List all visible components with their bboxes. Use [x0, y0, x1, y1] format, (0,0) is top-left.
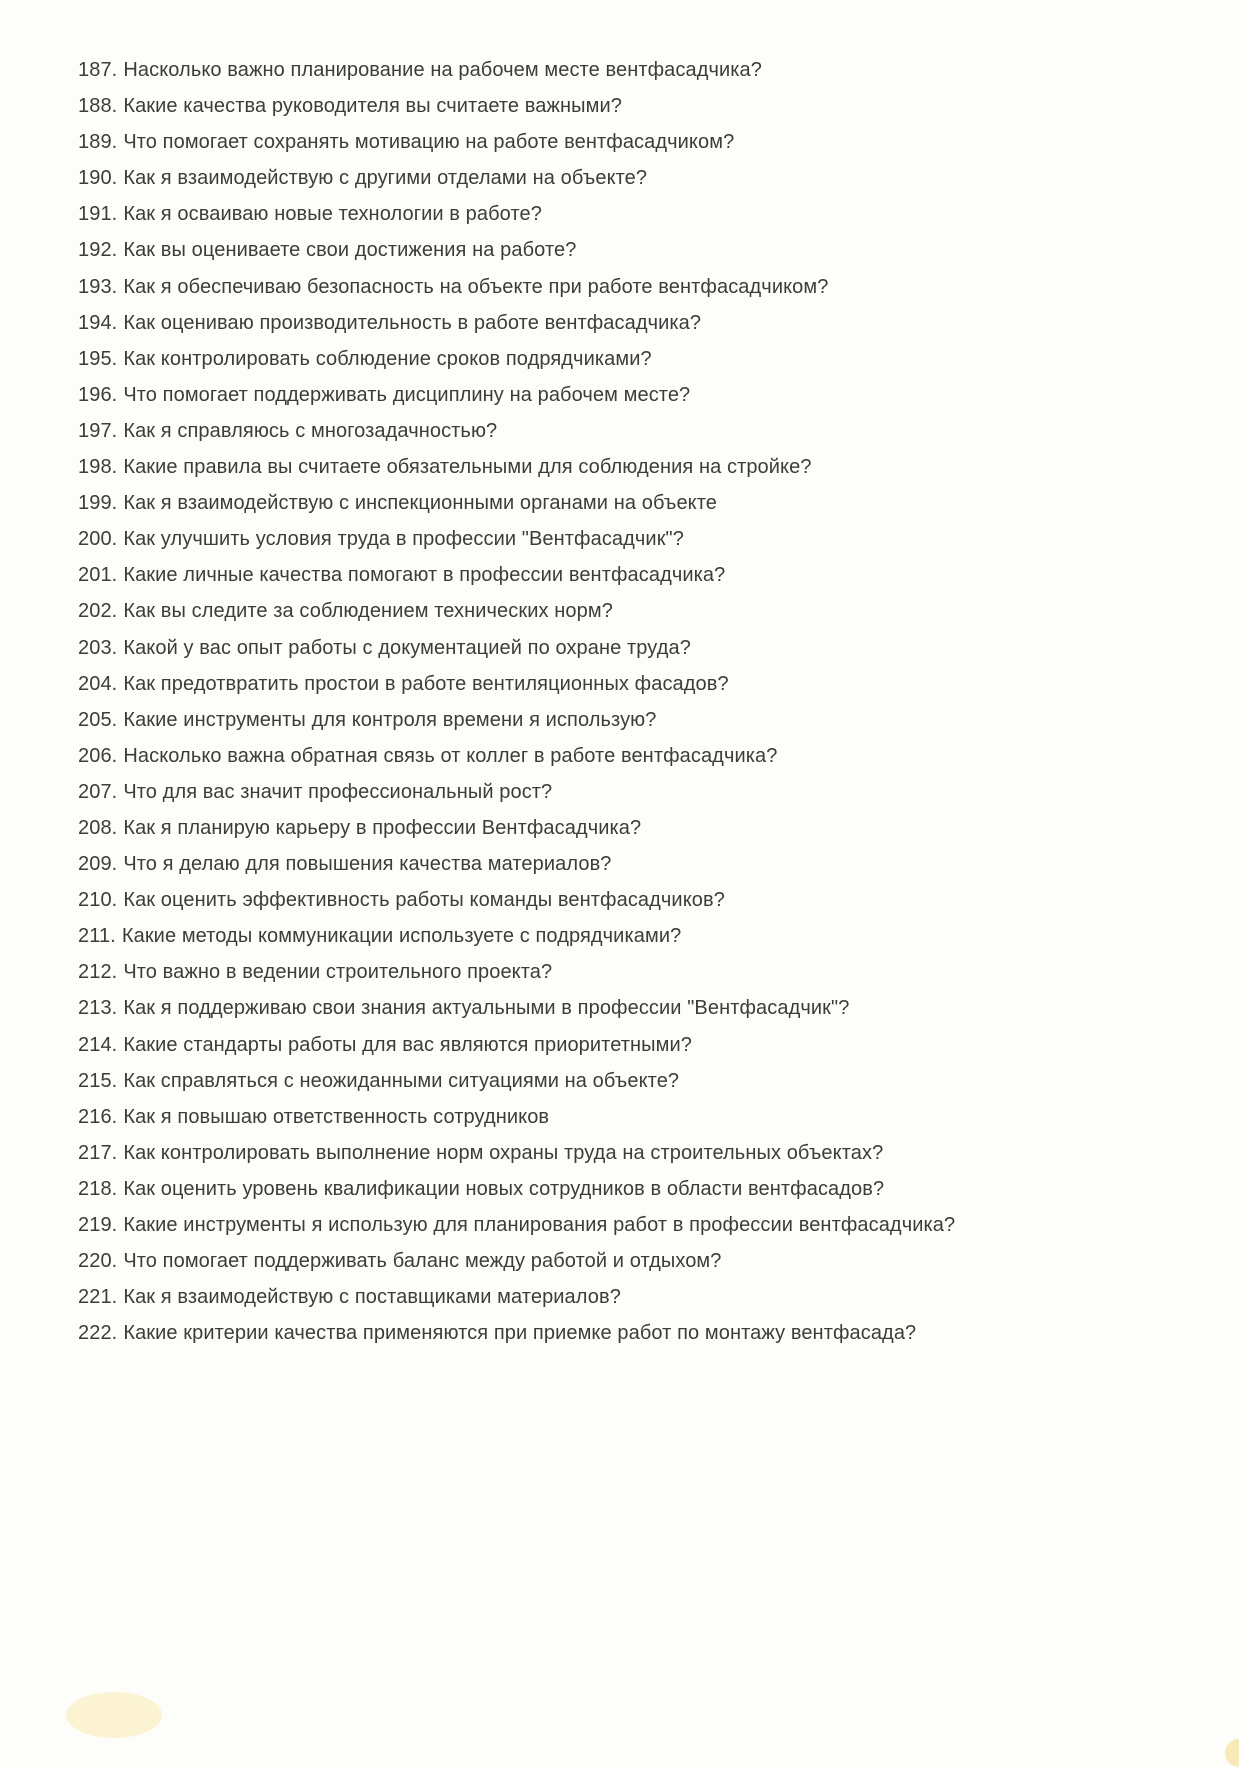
- list-item: [78, 232, 1209, 268]
- list-item: [78, 88, 1209, 124]
- list-item: [78, 1243, 1209, 1279]
- list-item: [78, 774, 1209, 810]
- question-text: Что помогает поддерживать дисциплину на рабочем месте?: [123, 383, 691, 406]
- question-number: 215.: [78, 1069, 118, 1092]
- question-number: 221.: [78, 1286, 118, 1309]
- list-item: [78, 1099, 1209, 1135]
- question-text: Какие инструменты для контроля времени я использую?: [123, 708, 657, 731]
- list-item: [78, 1063, 1209, 1099]
- list-item: [78, 918, 1209, 954]
- list-item: [78, 1135, 1209, 1171]
- question-number: 197.: [78, 419, 118, 442]
- question-number: 191.: [78, 203, 118, 226]
- question-number: 211.: [78, 925, 116, 948]
- question-number: 209.: [78, 853, 118, 876]
- decorative-blob: [66, 1692, 162, 1738]
- list-item: [78, 738, 1209, 774]
- question-text: Что помогает сохранять мотивацию на работе вентфасадчиком?: [123, 131, 735, 154]
- question-text: Насколько важна обратная связь от коллег в работе вентфасадчика?: [123, 744, 778, 767]
- list-item: [78, 377, 1209, 413]
- question-number: 212.: [78, 961, 118, 984]
- question-number: 204.: [78, 672, 118, 695]
- question-text: Как предотвратить простои в работе вентиляционных фасадов?: [123, 672, 729, 695]
- question-number: 201.: [78, 564, 118, 587]
- question-number: 214.: [78, 1033, 118, 1056]
- question-text: Как я взаимодействую с другими отделами на объекте?: [123, 167, 648, 190]
- question-text: Что я делаю для повышения качества материалов?: [123, 853, 612, 876]
- question-number: 192.: [78, 239, 118, 262]
- question-number: 205.: [78, 708, 118, 731]
- list-item: [78, 990, 1209, 1026]
- question-number: 188.: [78, 95, 118, 118]
- question-number: 196.: [78, 383, 118, 406]
- list-item: [78, 846, 1209, 882]
- list-item: [78, 557, 1209, 593]
- question-text: Как я повышаю ответственность сотрудников: [123, 1105, 550, 1128]
- question-number: 222.: [78, 1322, 118, 1345]
- question-text: Как улучшить условия труда в профессии "Вентфасадчик"?: [123, 528, 684, 551]
- question-number: 198.: [78, 456, 118, 479]
- list-item: [78, 413, 1209, 449]
- question-number: 195.: [78, 347, 118, 370]
- list-item: [78, 1207, 1209, 1243]
- list-item: [78, 1027, 1209, 1063]
- list-item: [78, 1279, 1209, 1315]
- question-text: Что для вас значит профессиональный рост?: [123, 780, 553, 803]
- question-text: Какие правила вы считаете обязательными для соблюдения на стройке?: [123, 456, 812, 479]
- list-item: [78, 882, 1209, 918]
- question-text: Как оценить уровень квалификации новых сотрудников в области вентфасадов?: [123, 1177, 885, 1200]
- list-item: [78, 485, 1209, 521]
- list-item: [78, 666, 1209, 702]
- question-number: 206.: [78, 744, 118, 767]
- question-text: Как я обеспечиваю безопасность на объекте при работе вентфасадчиком?: [123, 275, 829, 298]
- question-number: 203.: [78, 636, 118, 659]
- question-text: Как я справляюсь с многозадачностью?: [123, 419, 498, 442]
- list-item: [78, 810, 1209, 846]
- question-text: Насколько важно планирование на рабочем месте вентфасадчика?: [123, 59, 763, 81]
- list-item: [78, 1315, 1209, 1351]
- question-text: Как оценить эффективность работы команды вентфасадчиков?: [123, 889, 725, 912]
- question-number: 208.: [78, 816, 118, 839]
- question-number: 219.: [78, 1214, 118, 1236]
- list-item: [78, 124, 1209, 160]
- question-text: Какие инструменты я использую для планирования работ в профессии вентфасадчика?: [123, 1214, 956, 1236]
- question-number: 193.: [78, 275, 118, 298]
- list-item: [78, 449, 1209, 485]
- question-number: 207.: [78, 780, 118, 803]
- question-number: 200.: [78, 528, 118, 551]
- list-item: [78, 52, 1209, 88]
- list-item: [78, 630, 1209, 666]
- question-text: Какие личные качества помогают в профессии вентфасадчика?: [123, 564, 726, 587]
- list-item: [78, 269, 1209, 305]
- question-text: Какие стандарты работы для вас являются приоритетными?: [123, 1033, 692, 1056]
- question-text: Какие методы коммуникации используете с подрядчиками?: [121, 925, 682, 948]
- question-number: 202.: [78, 600, 118, 623]
- list-item: [78, 1171, 1209, 1207]
- question-text: Как оцениваю производительность в работе вентфасадчика?: [123, 311, 702, 334]
- question-text: Какой у вас опыт работы с документацией по охране труда?: [123, 636, 691, 659]
- list-item: [78, 160, 1209, 196]
- question-text: Как я планирую карьеру в профессии Вентфасадчика?: [123, 816, 642, 839]
- question-number: 210.: [78, 889, 118, 912]
- list-item: [78, 702, 1209, 738]
- question-list: [78, 52, 1209, 1351]
- list-item: [78, 954, 1209, 990]
- list-item: [78, 593, 1209, 629]
- question-number: 199.: [78, 492, 118, 515]
- question-text: Как контролировать выполнение норм охраны труда на строительных объектах?: [123, 1141, 884, 1164]
- list-item: [78, 305, 1209, 341]
- list-item: [78, 341, 1209, 377]
- decorative-corner-accent: [1225, 1739, 1239, 1767]
- question-number: 220.: [78, 1250, 118, 1273]
- question-text: Что помогает поддерживать баланс между работой и отдыхом?: [123, 1250, 722, 1273]
- question-text: Как вы оцениваете свои достижения на работе?: [123, 239, 577, 262]
- question-text: Как справляться с неожиданными ситуациями на объекте?: [123, 1069, 680, 1092]
- question-number: 217.: [78, 1141, 118, 1164]
- question-text: Как я осваиваю новые технологии в работе?: [123, 203, 542, 226]
- question-text: Какие критерии качества применяются при приемке работ по монтажу вентфасада?: [123, 1322, 917, 1345]
- question-text: Как я взаимодействую с поставщиками материалов?: [123, 1286, 621, 1309]
- question-text: Как я поддерживаю свои знания актуальными в профессии "Вентфасадчик"?: [123, 997, 850, 1020]
- question-number: 187.: [78, 59, 118, 81]
- question-text: Что важно в ведении строительного проекта?: [123, 961, 553, 984]
- question-text: Как я взаимодействую с инспекционными органами на объекте: [123, 492, 717, 515]
- question-number: 218.: [78, 1177, 118, 1200]
- question-number: 190.: [78, 167, 118, 190]
- question-number: 216.: [78, 1105, 118, 1128]
- question-number: 194.: [78, 311, 118, 334]
- question-text: Как вы следите за соблюдением технических норм?: [123, 600, 613, 623]
- question-text: Какие качества руководителя вы считаете важными?: [123, 95, 622, 118]
- list-item: [78, 196, 1209, 232]
- question-number: 213.: [78, 997, 118, 1020]
- question-text: Как контролировать соблюдение сроков подрядчиками?: [123, 347, 652, 370]
- question-number: 189.: [78, 131, 118, 154]
- list-item: [78, 521, 1209, 557]
